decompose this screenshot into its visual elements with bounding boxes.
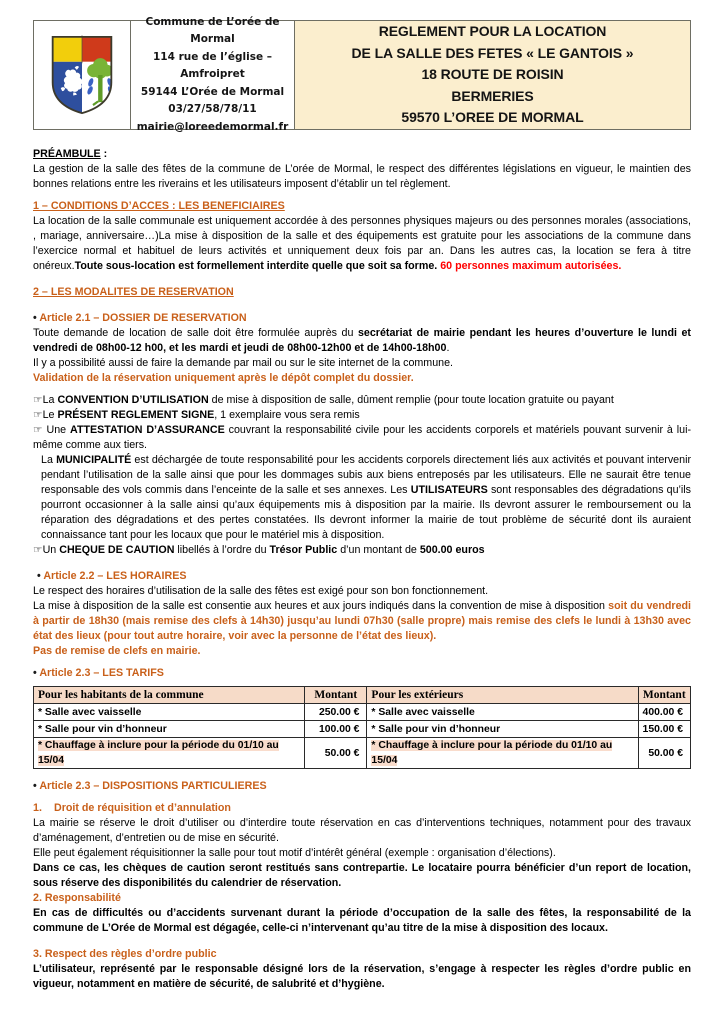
article-2-2-p2: La mise à disposition de la salle est consentie aux heures et aux jours indiqués dans la convention de mise à disposition soit du vendredi à partir de 18h30 (mais remise des clefs à 14h30) jusqu’au lundi 07h30 (salle propre) mais remise des clefs le lundi à 13h30 avec état des lieux (pour tout autre horaire, voir avec la personne de l’état des lieux).	[33, 600, 692, 642]
col-header-habitants: Pour les habitants de la commune	[34, 687, 305, 704]
tariff-label: * Salle avec vaisselle	[367, 704, 638, 721]
table-row	[34, 704, 691, 721]
bullet-glyph: •	[33, 312, 37, 324]
validation-note: Validation de la réservation uniquement après le dépôt complet du dossier.	[33, 372, 414, 384]
contact-line: 59144 L’Orée de Mormal	[140, 85, 285, 98]
sub3-heading: 3. Respect des règles d’ordre public	[33, 948, 217, 960]
article-2-2-p1: Le respect des horaires d’utilisation de la salle des fêtes est exigé pour son bon fonctionnement.	[33, 585, 489, 597]
title-line: REGLEMENT POUR LA LOCATION	[378, 23, 607, 40]
municipality-paragraph: La MUNICIPALITÉ est déchargée de toute responsabilité pour les accidents corporels directement liés aux activités et pouvant intervenir pendant l’utilisation de la salle ainsi que pour les dommages subis aux biens entreposés par les utilisateurs. Elle ne saurait être tenue responsable des vols commis dans l’enceinte de la salle et ses annexes. Les UTILISATEURS sont responsables des dégradations qu’ils pourront occasionner à la salle ainsi qu’aux équipements mis à disposition par la mairie. Ils devront assurer le remboursement ou la réparation des dégradations et des pertes constatées. Ils devront informer la mairie de tout problème de sécurité dont ils auraient connaissance tant pour les locaux que pour le matériel mis à disposition.	[41, 454, 692, 541]
col-header-montant-right: Montant	[638, 687, 690, 704]
document-title-box	[295, 21, 690, 129]
bullet-glyph: •	[33, 780, 37, 792]
article-2-3-dispositions-heading: • Article 2.3 – DISPOSITIONS PARTICULIERES	[33, 780, 267, 792]
document-body	[33, 147, 691, 992]
sub2-heading: 2. Responsabilité	[33, 892, 121, 904]
pricing-table	[33, 686, 691, 769]
sub3-body: L’utilisateur, représenté par le responsable désigné lors de la réservation, s’engage à respecter les règles d’ordre public en vigueur, notamment en matière de sécurité, de salubrité et d’hygiène.	[33, 963, 691, 990]
contact-line: 03/27/58/78/11	[168, 103, 257, 116]
title-line: 59570 L’OREE DE MORMAL	[401, 109, 584, 126]
title-line: DE LA SALLE DES FETES « LE GANTOIS »	[351, 44, 634, 61]
pricing-table-header-row	[34, 687, 691, 704]
tariff-amount: 250.00 €	[305, 704, 367, 721]
checklist-item-reglement: ☞Le PRÉSENT REGLEMENT SIGNE, 1 exemplaire vous sera remis	[33, 409, 360, 421]
article-2-1-heading: • Article 2.1 – DOSSIER DE RESERVATION	[33, 312, 247, 324]
tariff-label: * Salle pour vin d’honneur	[34, 721, 305, 738]
col-header-montant-left: Montant	[305, 687, 367, 704]
article-2-1-p1: Toute demande de location de salle doit être formulée auprès du secrétariat de mairie pendant les heures d’ouverture le lundi et vendredi de 08h00-12 h00, et les mardi et jeudi de 08h00-12h00 et de 14h00-18h00.	[33, 327, 691, 354]
finger-icon: ☞	[33, 409, 43, 421]
section-1-body: La location de la salle communale est uniquement accordée à des personnes physiques majeurs ou des personnes morales (associations, , mariage, anniversaire…)La mise à disposition de la salle et des équipements est gratuite pour les associations de la commune dans l’exercice normal et habituel de leurs activités et unniquement deux fois par an. Dans les autres cas, la location se fera à titre onéreux.Toute sous-location est formellement interdite quelle que soit sa forme. 60 personnes maximum autorisées.	[33, 215, 691, 272]
checklist-item-assurance: ☞ Une ATTESTATION D’ASSURANCE couvrant la responsabilité civile pour les accidents corporels et matériels pouvant survenir à lui-même comme aux tiers.	[33, 424, 692, 451]
capacity-limit-note: 60 personnes maximum autorisées.	[440, 260, 622, 272]
tariff-label-highlighted: * Chauffage à inclure pour la période du 01/10 au 15/04	[34, 738, 305, 769]
finger-icon: ☞	[33, 424, 43, 436]
tariff-amount: 150.00 €	[638, 721, 690, 738]
tariff-amount: 50.00 €	[305, 738, 367, 769]
preambule-heading: PRÉAMBULE :	[33, 148, 108, 160]
contact-line: Commune de L’orée de Mormal	[145, 15, 280, 46]
finger-icon: ☞	[33, 544, 43, 556]
preambule-body: La gestion de la salle des fêtes de la commune de L’orée de Mormal, le respect des différentes législations en vigueur, le maintien des bonnes relations entre les riverains et les utilisateurs imposent d’établir un tel règlement.	[33, 163, 691, 190]
tariff-amount: 50.00 €	[638, 738, 690, 769]
bullet-glyph: •	[33, 667, 37, 679]
col-header-exterieurs: Pour les extérieurs	[367, 687, 638, 704]
article-2-1-p2: Il y a possibilité aussi de faire la demande par mail ou sur le site internet de la commune.	[33, 357, 453, 369]
title-line: BERMERIES	[451, 87, 534, 104]
finger-icon: ☞	[33, 394, 43, 406]
sub2-body: En cas de difficultés ou d’accidents survenant durant la période d’occupation de la salle des fêtes, la responsabilité de la commune de L’Orée de Mormal est dégagée, celle-ci n’intervenant qu’au titre de la mise à disposition des locaux.	[33, 907, 691, 934]
sub1-heading: 1. Droit de réquisition et d’annulation	[33, 802, 231, 814]
tariff-label: * Salle avec vaisselle	[34, 704, 305, 721]
checklist-item-convention: ☞La CONVENTION D’UTILISATION de mise à disposition de salle, dûment remplie (pour toute location gratuite ou payant	[33, 394, 614, 406]
contact-email: mairie@loreedemormal.fr	[136, 120, 289, 133]
title-line: 18 ROUTE DE ROISIN	[421, 66, 564, 83]
section-2-heading: 2 – LES MODALITES DE RESERVATION	[33, 286, 234, 298]
article-2-3-tarifs-heading: • Article 2.3 – LES TARIFS	[33, 667, 164, 679]
tariff-label: * Salle pour vin d’honneur	[367, 721, 638, 738]
table-row	[34, 738, 691, 769]
document-header	[33, 15, 691, 133]
article-2-2-heading: • Article 2.2 – LES HORAIRES	[37, 570, 187, 582]
checklist-item-caution: ☞Un CHEQUE DE CAUTION libellés à l’ordre du Trésor Public d’un montant de 500.00 euros	[33, 544, 485, 556]
no-keys-note: Pas de remise de clefs en mairie.	[33, 645, 201, 657]
commune-coat-of-arms-icon	[49, 33, 115, 117]
tariff-amount: 400.00 €	[638, 704, 690, 721]
tariff-amount: 100.00 €	[305, 721, 367, 738]
section-1-heading: 1 – CONDITIONS D’ACCES : LES BENEFICIAIRES	[33, 200, 285, 212]
commune-logo-cell	[34, 21, 131, 129]
commune-contact-block	[131, 15, 295, 133]
tariff-label-highlighted: * Chauffage à inclure pour la période du 01/10 au 15/04	[367, 738, 638, 769]
bullet-glyph: •	[37, 570, 41, 582]
sub1-p3: Dans ce cas, les chèques de caution seront restitués sans contrepartie. Le locataire pourra bénéficier d’un report de location, sous réserve des disponibilités du calendrier de réservation.	[33, 862, 691, 889]
sub1-p2: Elle peut également réquisitionner la salle pour tout motif d’intérêt général (exemple : organisation d’élections).	[33, 847, 556, 859]
table-row	[34, 721, 691, 738]
contact-line: 114 rue de l’église – Amfroipret	[153, 50, 272, 81]
sub1-p1: La mairie se réserve le droit d’utiliser ou d’interdire toute réservation en cas d’interventions techniques, notamment pour des travaux d’aménagement, d’entretien ou de mise en sécurité.	[33, 817, 691, 844]
